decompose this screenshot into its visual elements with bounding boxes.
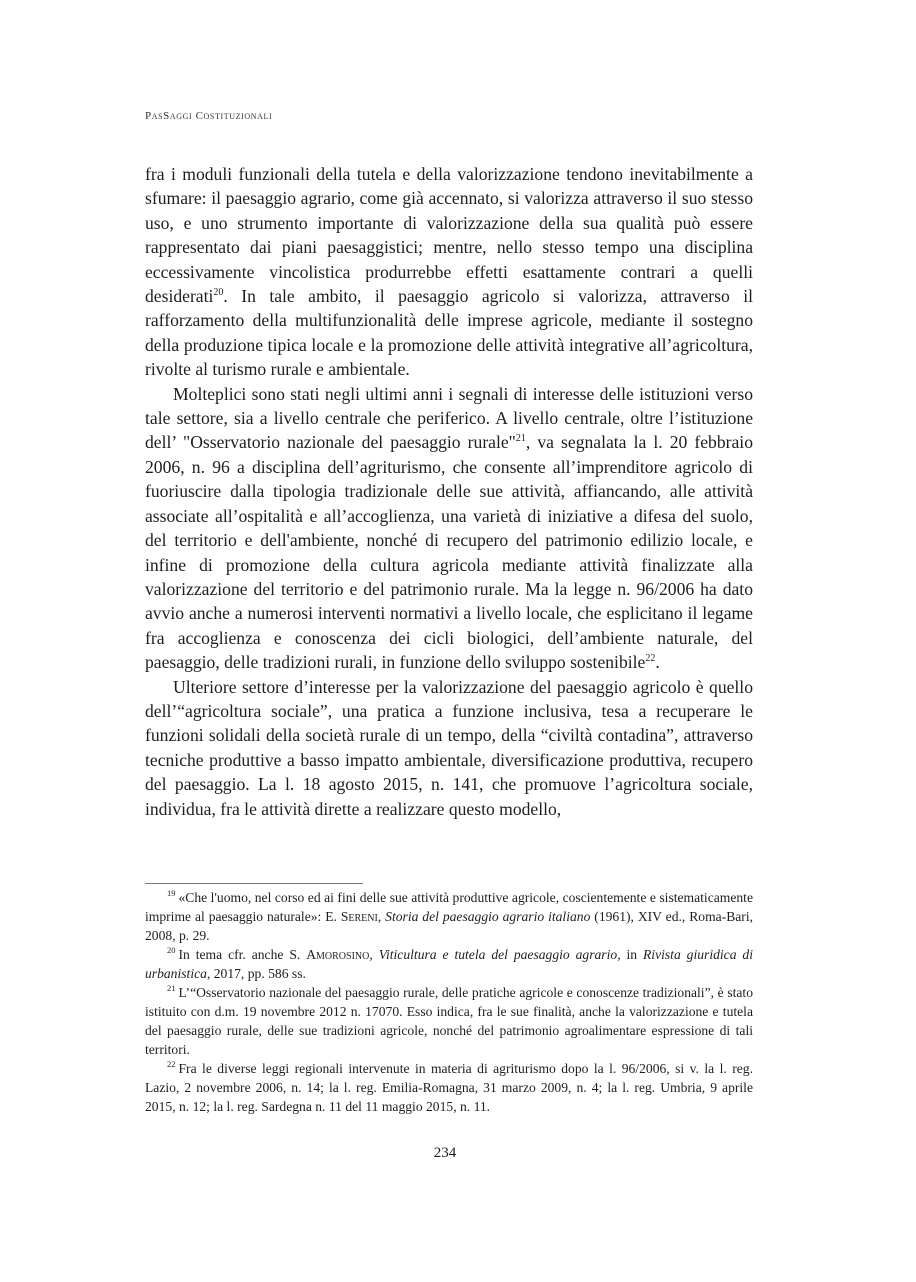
footnote-ref[interactable]: 22	[645, 653, 656, 665]
author-name: Amorosino	[306, 947, 370, 962]
footnote-number: 19	[167, 888, 176, 899]
footnote-number: 22	[167, 1059, 176, 1070]
author-name: Sereni	[340, 909, 378, 924]
footnote-number: 20	[167, 945, 176, 956]
footnotes	[145, 888, 753, 1116]
footnote: $^{21}$ L’“Osservatorio nazionale del paesaggio rurale, delle pratiche agricole e conoscenze tradizionali”, è stato istituito con d.m. 19 novembre 2012 n. 17070. Esso indica, fra le sue finalità, anche la valorizzazione e tutela del paesaggio rurale, delle sue tradizioni agricole, nonché del patrimonio agroalimentare espressione di tali territori.	[145, 983, 753, 1057]
footnote-ref[interactable]: 20	[213, 287, 224, 299]
article-title: Viticultura e tutela del paesaggio agrario	[378, 947, 618, 962]
body-text	[145, 162, 753, 821]
footnote-ref[interactable]: 21	[515, 433, 526, 445]
footnote: $^{19}$ «Che l'uomo, nel corso ed ai fini delle sue attività produttive agricole, coscientemente e sistematicamente imprime al paesaggio naturale»: E. Sereni, Storia del paesaggio agrario italiano (1961), XIV ed., Roma-Bari, 2008, p. 29.	[145, 888, 754, 943]
running-header: PasSaggi Costituzionali	[145, 110, 273, 122]
book-title: Storia del paesaggio agrario italiano	[385, 909, 591, 924]
footnote: $^{22}$ Fra le diverse leggi regionali intervenute in materia di agriturismo dopo la l. 96/2006, si v. la l. reg. Lazio, 2 novembre 2006, n. 14; la l. reg. Emilia-Romagna, 31 marzo 2009, n. 4; la l. reg. Umbria, 9 aprile 2015, n. 12; la l. reg. Sardegna n. 11 del 11 maggio 2015, n. 11.	[145, 1059, 753, 1114]
footnote: $^{20}$ In tema cfr. anche S. Amorosino, Viticultura e tutela del paesaggio agrario, in Rivista giuridica di urbanistica, 2017, pp. 586 ss.	[145, 945, 753, 981]
footnote-number: 21	[167, 983, 176, 994]
paragraph: fra i moduli funzionali della tutela e della valorizzazione tendono inevitabilmente a sfumare: il paesaggio agrario, come già accennato, si valorizza attraverso il suo stesso uso, e uno strumento importante di valorizzazione della sua qualità può essere rappresentato dai piani paesaggistici; mentre, nello stesso tempo una disciplina eccessivamente vincolistica produrrebbe effetti esattamente contrari a quelli desiderati$^{20}$. In tale ambito, il paesaggio agricolo si valorizza, attraverso il rafforzamento della multifunzionalità delle imprese agricole, mediante il sostegno della produzione tipica locale e la promozione delle attività integrative all’agricoltura, rivolte al turismo rurale e ambientale.	[145, 164, 753, 380]
journal-title: Rivista giuridica di urbanistica	[145, 947, 753, 981]
page-number: 234	[433, 1145, 457, 1161]
footnote-separator	[145, 883, 363, 884]
paragraph: Ulteriore settore d’interesse per la valorizzazione del paesaggio agricolo è quello dell’“agricoltura sociale”, una pratica a funzione inclusiva, tesa a recuperare le funzioni solidali della società rurale di un tempo, della “civiltà contadina”, attraverso tecniche produttive a basso impatto ambientale, diversificazione produttiva, recupero del paesaggio. La l. 18 agosto 2015, n. 141, che promuove l’agricoltura sociale, individua, fra le attività dirette a realizzare questo modello,	[145, 676, 753, 819]
paragraph: Molteplici sono stati negli ultimi anni i segnali di interesse delle istituzioni verso tale settore, sia a livello centrale che periferico. A livello centrale, oltre l’istituzione dell’ "Osservatorio nazionale del paesaggio rurale"$^{21}$, va segnalata la l. 20 febbraio 2006, n. 96 a disciplina dell’agriturismo, che consente all’imprenditore agricolo di fuoriuscire dalla tipologia tradizionale delle sue attività, affiancando, alle attività associate all’ospitalità e all’accoglienza, una varietà di iniziative a difesa del suolo, del territorio e dell'ambiente, nonché di recupero del patrimonio edilizio locale, e infine di promozione della cultura agricola mediante attività finalizzate alla valorizzazione del territorio e del patrimonio rurale. Ma la legge n. 96/2006 ha dato avvio anche a numerosi interventi normativi a livello locale, che esplicitano il legame fra accoglienza e conoscenza dei cicli biologici, dell’ambiente naturale, del paesaggio, delle tradizioni rurali, in funzione dello sviluppo sostenibile$^{22}$.	[145, 383, 753, 673]
